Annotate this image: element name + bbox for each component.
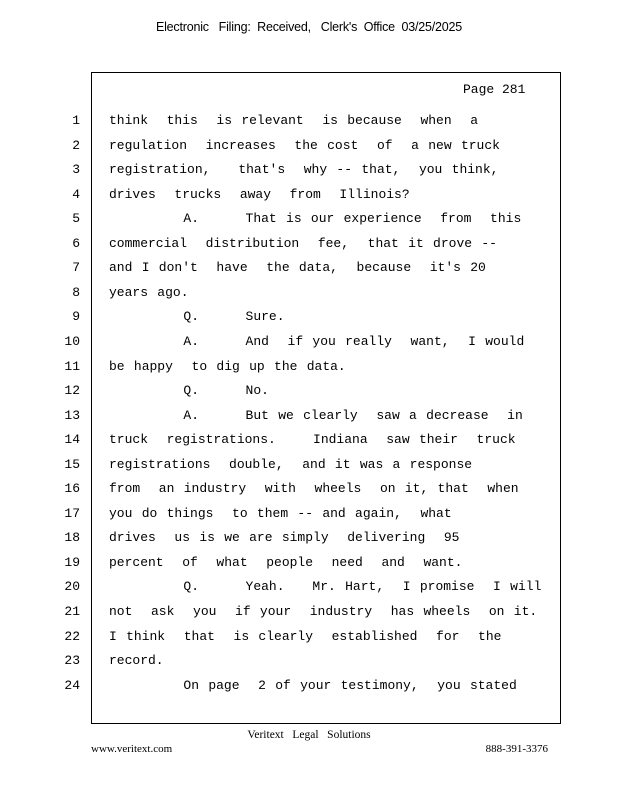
- line-text: Q. Sure.: [109, 309, 285, 325]
- line-number: 23: [64, 653, 80, 669]
- line-number: 13: [64, 407, 80, 423]
- line-text: drives us is we are simply delivering 95: [109, 530, 460, 546]
- line-text: percent of what people need and want.: [109, 554, 463, 570]
- line-number: 8: [72, 284, 80, 300]
- line-number: 22: [64, 628, 80, 644]
- line-text: Q. No.: [109, 383, 269, 399]
- line-number: 16: [64, 481, 80, 497]
- line-number: 2: [72, 137, 80, 153]
- line-text: Q. Yeah. Mr. Hart, I promise I will: [109, 579, 542, 595]
- line-number: 20: [64, 579, 80, 595]
- line-text: and I don't have the data, because it's 20: [109, 260, 486, 276]
- line-number: 17: [64, 505, 80, 521]
- line-text: A. And if you really want, I would: [109, 333, 525, 349]
- line-text: years ago.: [109, 284, 189, 300]
- line-text: A. That is our experience from this: [109, 211, 522, 227]
- line-number: 6: [72, 235, 80, 251]
- line-number: 24: [64, 677, 80, 693]
- line-text: record.: [109, 653, 164, 669]
- line-number: 1: [72, 113, 80, 128]
- page-number: Page 281: [463, 82, 526, 97]
- line-number: 7: [72, 260, 80, 276]
- line-text: regulation increases the cost of a new truck: [109, 137, 500, 153]
- line-text: A. But we clearly saw a decrease in: [109, 407, 523, 423]
- line-number: 15: [64, 456, 80, 472]
- line-text: drives trucks away from Illinois?: [109, 186, 410, 202]
- line-text: you do things to them -- and again, what: [109, 505, 452, 521]
- line-text: from an industry with wheels on it, that when: [109, 481, 519, 497]
- line-number: 18: [64, 530, 80, 546]
- line-text: think this is relevant is because when a: [109, 113, 479, 128]
- line-number: 5: [72, 211, 80, 227]
- line-number: 14: [64, 432, 80, 448]
- line-number: 19: [64, 554, 80, 570]
- line-number: 12: [64, 383, 80, 399]
- line-text: registration, that's why -- that, you think,: [109, 162, 499, 178]
- line-number: 4: [72, 186, 80, 202]
- line-number: 21: [64, 604, 80, 619]
- line-text: not ask you if your industry has wheels on it.: [109, 604, 538, 619]
- line-text: On page 2 of your testimony, you stated: [109, 677, 517, 693]
- line-number: 3: [72, 162, 80, 178]
- line-number: 11: [64, 358, 80, 374]
- line-text: commercial distribution fee, that it drove --: [109, 235, 497, 251]
- line-number: 9: [72, 309, 80, 325]
- filing-stamp-header: Electronic Filing: Received, Clerk's Office 03/25/2025: [155, 20, 463, 34]
- line-text: registrations double, and it was a response: [109, 456, 473, 472]
- line-text: truck registrations. Indiana saw their truck: [109, 432, 516, 448]
- line-number: 10: [64, 333, 80, 349]
- footer-company: Veritext Legal Solutions: [247, 729, 371, 741]
- line-text: I think that is clearly established for the: [109, 628, 502, 644]
- footer-phone: 888-391-3376: [485, 743, 548, 755]
- line-text: be happy to dig up the data.: [109, 358, 346, 374]
- footer-website: www.veritext.com: [91, 743, 173, 755]
